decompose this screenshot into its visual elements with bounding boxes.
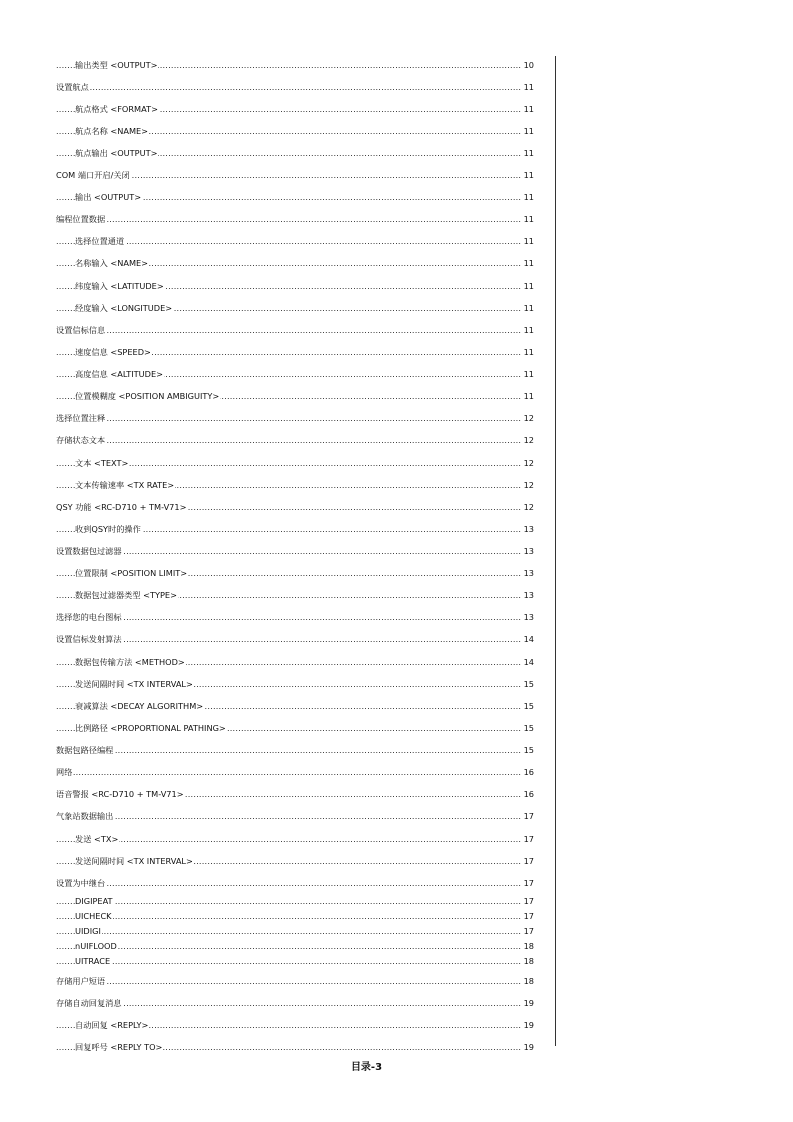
toc-entry-label: 网络 [56, 767, 73, 777]
toc-entry[interactable] [0, 610, 793, 624]
toc-entry-page: 16 [523, 789, 534, 799]
toc-entry[interactable] [0, 80, 793, 94]
toc-entry-label: 航点名称 <NAME> [75, 126, 149, 136]
toc-entry-label: 发送间隔时间 <TX INTERVAL> [75, 856, 193, 866]
toc-entry-label: 设置信标发射算法 [56, 634, 122, 644]
toc-entry-label: 设置信标信息 [56, 325, 106, 335]
toc-entry-page: 13 [523, 590, 534, 600]
toc-entry[interactable] [0, 433, 793, 447]
toc-entry-label: 文本传输速率 <TX RATE> [75, 480, 175, 490]
toc-entry-label: 速度信息 <SPEED> [75, 347, 151, 357]
toc-entry-page: 18 [523, 956, 534, 966]
toc-entry[interactable] [0, 234, 793, 248]
dot-leader [56, 544, 522, 558]
toc-entry[interactable] [0, 765, 793, 779]
dot-leader [56, 974, 522, 988]
toc-entry-label: 位置限制 <POSITION LIMIT> [75, 568, 188, 578]
toc-entry[interactable] [0, 996, 793, 1010]
toc-entry-page: 13 [523, 568, 534, 578]
toc-entry[interactable] [0, 522, 793, 536]
dot-leader [56, 632, 522, 646]
toc-entry-label: 输出类型 <OUTPUT> [75, 60, 158, 70]
toc-entry[interactable] [0, 478, 793, 492]
toc-entry[interactable] [0, 1018, 793, 1032]
toc-entry-page: 17 [523, 811, 534, 821]
toc-entry-page: 17 [523, 834, 534, 844]
toc-entry-label: 选择您的电台图标 [56, 612, 122, 622]
toc-entry-page: 15 [523, 723, 534, 733]
dot-leader [56, 610, 522, 624]
toc-entry[interactable] [0, 743, 793, 757]
toc-entry-page: 11 [523, 170, 534, 180]
toc-entry-label: 语音警报 <RC-D710 + TM-V71> [56, 789, 184, 799]
toc-entry-page: 17 [523, 896, 534, 906]
toc-entry-label: COM 端口开启/关闭 [56, 170, 130, 180]
toc-entry-page: 12 [523, 458, 534, 468]
page-footer: 目录-3 [350, 1062, 383, 1073]
dot-leader [56, 433, 522, 447]
toc-entry[interactable] [0, 367, 793, 381]
toc-entry-label: 输出 <OUTPUT> [75, 192, 142, 202]
toc-entry[interactable] [0, 699, 793, 713]
toc-entry-page: 14 [523, 634, 534, 644]
toc-entry-page: 19 [523, 1020, 534, 1030]
toc-entry-label: 选择位置注释 [56, 413, 106, 423]
dot-leader [56, 743, 522, 757]
dot-leader [56, 876, 522, 890]
toc-entry-label: DIGIPEAT [75, 896, 113, 906]
toc-entry[interactable] [0, 566, 793, 580]
toc-entry-page: 11 [523, 104, 534, 114]
toc-entry[interactable] [0, 832, 793, 846]
toc-entry-page: 15 [523, 679, 534, 689]
toc-entry[interactable] [0, 190, 793, 204]
toc-entry[interactable] [0, 909, 793, 923]
dot-leader [56, 939, 522, 953]
dot-leader [56, 765, 522, 779]
toc-entry-page: 15 [523, 745, 534, 755]
toc-entry-page: 12 [523, 435, 534, 445]
toc-entry-page: 11 [523, 126, 534, 136]
toc-entry-page: 11 [523, 214, 534, 224]
toc-entry-page: 15 [523, 701, 534, 711]
toc-entry-label: 发送间隔时间 <TX INTERVAL> [75, 679, 193, 689]
toc-entry-page: 19 [523, 998, 534, 1008]
toc-entry-page: 13 [523, 546, 534, 556]
toc-entry[interactable] [0, 894, 793, 908]
toc-entry-page: 12 [523, 480, 534, 490]
toc-entry[interactable] [0, 854, 793, 868]
toc-entry[interactable] [0, 544, 793, 558]
toc-entry[interactable] [0, 124, 793, 138]
toc-entry[interactable] [0, 500, 793, 514]
dot-leader [56, 909, 522, 923]
toc-entry[interactable] [0, 146, 793, 160]
toc-entry[interactable] [0, 924, 793, 938]
dot-leader [56, 996, 522, 1010]
toc-entry-label: 位置模糊度 <POSITION AMBIGUITY> [75, 391, 220, 401]
toc-entry-page: 16 [523, 767, 534, 777]
toc-entry-label: nUIFLOOD [75, 941, 117, 951]
toc-entry[interactable] [0, 345, 793, 359]
toc-entry-page: 11 [523, 258, 534, 268]
toc-entry-page: 17 [523, 911, 534, 921]
toc-entry-page: 11 [523, 148, 534, 158]
toc-entry[interactable] [0, 301, 793, 315]
toc-entry[interactable] [0, 655, 793, 669]
toc-entry[interactable] [0, 939, 793, 953]
toc-entry-page: 12 [523, 413, 534, 423]
toc-entry[interactable] [0, 677, 793, 691]
toc-entry-page: 11 [523, 303, 534, 313]
toc-entry[interactable] [0, 411, 793, 425]
toc-entry-label: UICHECK [75, 911, 112, 921]
dot-leader [56, 832, 522, 846]
toc-entry-label: 经度输入 <LONGITUDE> [75, 303, 173, 313]
toc-entry-label: 数据包传输方法 <METHOD> [75, 657, 185, 667]
toc-entry[interactable] [0, 787, 793, 801]
toc-entry-label: 设置为中继台 [56, 878, 106, 888]
toc-entry-page: 17 [523, 878, 534, 888]
toc-entry[interactable] [0, 256, 793, 270]
dot-leader [56, 809, 522, 823]
toc-entry-page: 11 [523, 192, 534, 202]
toc-entry[interactable] [0, 212, 793, 226]
toc-entry[interactable] [0, 102, 793, 116]
toc-entry-page: 11 [523, 369, 534, 379]
toc-entry-label: 收到QSY时的操作 [75, 524, 141, 534]
toc-entry-label: 名称输入 <NAME> [75, 258, 149, 268]
vertical-rule [555, 56, 556, 1046]
toc-entry-label: 选择位置通道 [75, 236, 125, 246]
toc-entry-label: 存储自动回复消息 [56, 998, 122, 1008]
toc-entry-page: 11 [523, 347, 534, 357]
toc-entry[interactable] [0, 58, 793, 72]
dot-leader [56, 80, 522, 94]
toc-entry-page: 11 [523, 281, 534, 291]
dot-leader [56, 234, 522, 248]
toc-entry-page: 12 [523, 502, 534, 512]
toc-entry[interactable] [0, 809, 793, 823]
toc-entry-page: 18 [523, 941, 534, 951]
toc-entry[interactable] [0, 632, 793, 646]
toc-entry-label: 文本 <TEXT> [75, 458, 129, 468]
dot-leader [56, 411, 522, 425]
toc-entry-page: 14 [523, 657, 534, 667]
toc-entry-label: 设置航点 [56, 82, 89, 92]
toc-entry[interactable] [0, 389, 793, 403]
toc-entry[interactable] [0, 876, 793, 890]
toc-entry-page: 11 [523, 236, 534, 246]
toc-entry-label: UIDIGI [75, 926, 101, 936]
toc-entry-label: 高度信息 <ALTITUDE> [75, 369, 163, 379]
toc-entry-label: 编程位置数据 [56, 214, 106, 224]
toc-entry-label: QSY 功能 <RC-D710 + TM-V71> [56, 502, 187, 512]
toc-entry-page: 13 [523, 612, 534, 622]
toc-entry-page: 18 [523, 976, 534, 986]
toc-entry-label: 存储用户短语 [56, 976, 106, 986]
toc-entry-label: 航点格式 <FORMAT> [75, 104, 158, 114]
toc-entry-label: 纬度输入 <LATITUDE> [75, 281, 164, 291]
dot-leader [56, 323, 522, 337]
toc-entry[interactable] [0, 323, 793, 337]
toc-entry[interactable] [0, 954, 793, 968]
dot-leader [56, 924, 522, 938]
toc-entry-page: 11 [523, 82, 534, 92]
toc-entry-page: 13 [523, 524, 534, 534]
toc-entry-label: 存储状态文本 [56, 435, 106, 445]
toc-entry-label: 航点输出 <OUTPUT> [75, 148, 158, 158]
toc-entry-label: UITRACE [75, 956, 111, 966]
toc-entry[interactable] [0, 721, 793, 735]
toc-entry[interactable] [0, 1040, 793, 1054]
dot-leader [56, 212, 522, 226]
toc-entry[interactable] [0, 456, 793, 470]
toc-entry-label: 自动回复 <REPLY> [75, 1020, 149, 1030]
toc-entry-page: 11 [523, 325, 534, 335]
dot-leader [56, 894, 522, 908]
dot-leader [56, 954, 522, 968]
toc-entry-page: 11 [523, 391, 534, 401]
toc-entry-label: 设置数据包过滤器 [56, 546, 122, 556]
toc-entry-page: 17 [523, 926, 534, 936]
toc-entry-label: 发送 <TX> [75, 834, 119, 844]
toc-entry-page: 19 [523, 1042, 534, 1052]
toc-entry-page: 17 [523, 856, 534, 866]
toc-entry-page: 10 [523, 60, 534, 70]
toc-entry-label: 回复呼号 <REPLY TO> [75, 1042, 163, 1052]
toc-entry[interactable] [0, 588, 793, 602]
toc-entry-label: 气象站数据输出 [56, 811, 114, 821]
toc-entry-label: 比例路径 <PROPORTIONAL PATHING> [75, 723, 226, 733]
toc-entry-label: 数据包过滤器类型 <TYPE> [75, 590, 177, 600]
toc-entry[interactable] [0, 168, 793, 182]
toc-entry-label: 数据包路径编程 [56, 745, 114, 755]
toc-entry-label: 衰减算法 <DECAY ALGORITHM> [75, 701, 204, 711]
toc-entry[interactable] [0, 279, 793, 293]
toc-entry[interactable] [0, 974, 793, 988]
